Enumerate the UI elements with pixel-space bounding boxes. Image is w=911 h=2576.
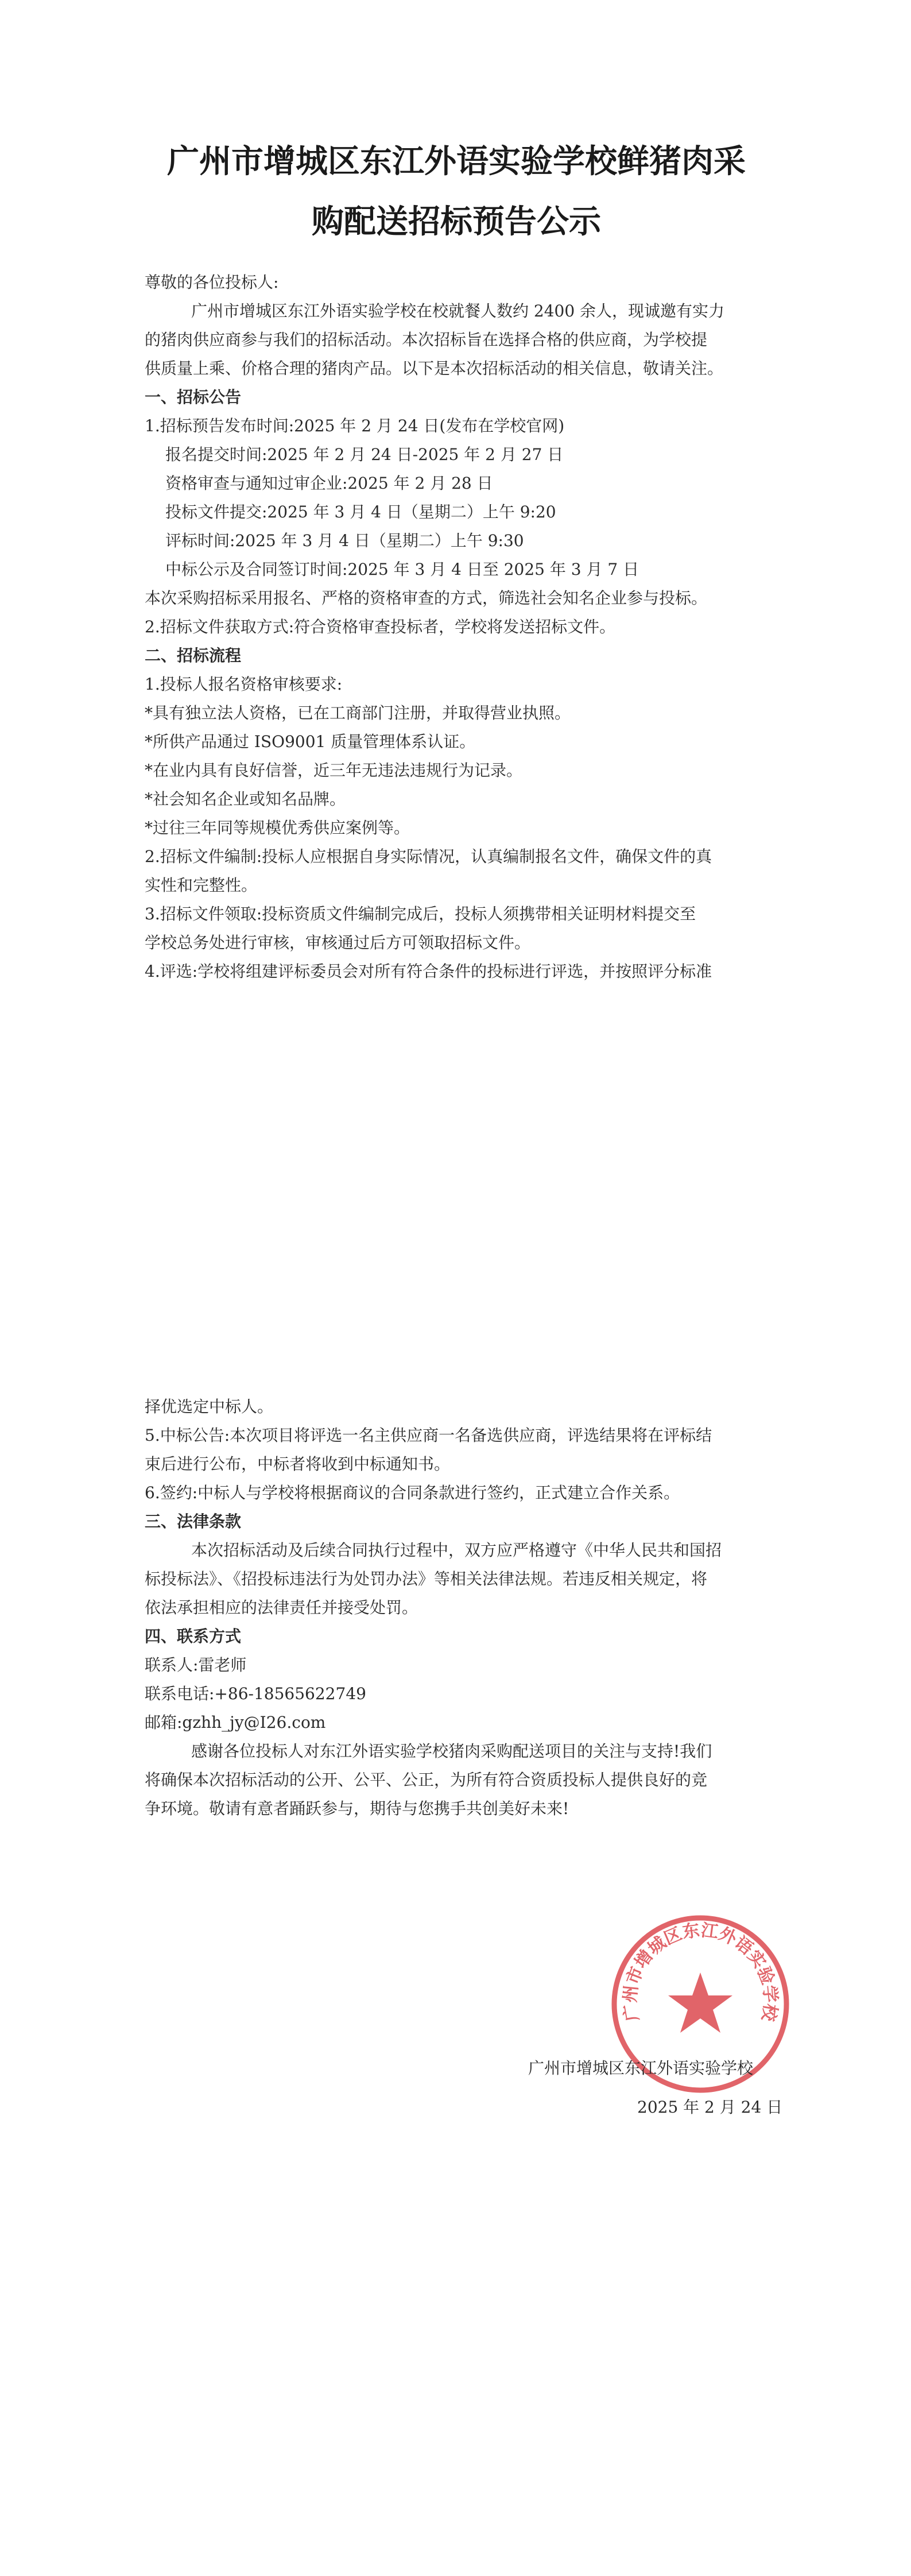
schedule-line: 中标公示及合同签订时间:2025 年 3 月 4 日至 2025 年 3 月 7 日 (165, 560, 639, 579)
closing-line: 争环境。敬请有意者踊跃参与，期待与您携手共创美好未来! (145, 1799, 569, 1818)
intro-line: 的猪肉供应商参与我们的招标活动。本次招标旨在选择合格的供应商，为学校提 (145, 330, 708, 349)
schedule-line: 资格审查与通知过审企业:2025 年 2 月 28 日 (165, 474, 493, 493)
process-item-2: 2.招标文件编制:投标人应根据自身实际情况，认真编制报名文件，确保文件的真 (145, 847, 712, 866)
closing-line: 感谢各位投标人对东江外语实验学校猪肉采购配送项目的关注与支持!我们 (191, 1742, 712, 1761)
requirement-line: *在业内具有良好信誉，近三年无违法违规行为记录。 (145, 761, 523, 780)
requirement-line: *社会知名企业或知名品牌。 (145, 790, 346, 809)
process-item-5: 5.中标公告:本次项目将评选一名主供应商一名备选供应商，评选结果将在评标结 (145, 1426, 712, 1445)
schedule-line: 投标文件提交:2025 年 3 月 4 日（星期二）上午 9:20 (165, 502, 556, 521)
process-item-6: 6.签约:中标人与学校将根据商议的合同条款进行签约，正式建立合作关系。 (145, 1483, 680, 1502)
requirement-line: *具有独立法人资格，已在工商部门注册，并取得营业执照。 (145, 703, 571, 722)
intro-line: 供质量上乘、价格合理的猪肉产品。以下是本次招标活动的相关信息，敬请关注。 (145, 359, 724, 378)
seal-text: 广州市增城区东江外语实验学校 (620, 1920, 781, 2023)
process-item-3-cont: 学校总务处进行审核，审核通过后方可领取招标文件。 (145, 933, 531, 952)
greeting: 尊敬的各位投标人: (145, 273, 279, 292)
signature-date: 2025 年 2 月 24 日 (637, 2098, 783, 2117)
process-item-2-cont: 实性和完整性。 (145, 876, 258, 895)
legal-line: 本次招标活动及后续合同执行过程中，双方应严格遵守《中华人民共和国招 (191, 1541, 722, 1560)
process-item-1: 1.投标人报名资格审核要求: (145, 675, 343, 694)
section2-heading: 二、招标流程 (145, 646, 242, 665)
closing-line: 将确保本次招标活动的公开、公平、公正，为所有符合资质投标人提供良好的竞 (145, 1770, 708, 1789)
document-title-line2: 购配送招标预告公示 (312, 203, 601, 241)
requirement-line: *过往三年同等规模优秀供应案例等。 (145, 818, 410, 837)
process-item-4: 4.评选:学校将组建评标委员会对所有符合条件的投标进行评选，并按照评分标准 (145, 962, 712, 981)
process-item-5-cont: 束后进行公布，中标者将收到中标通知书。 (145, 1455, 451, 1473)
section1-heading: 一、招标公告 (145, 388, 242, 407)
contact-phone: 联系电话:+86-18565622749 (145, 1684, 366, 1703)
requirement-line: *所供产品通过 ISO9001 质量管理体系认证。 (145, 732, 476, 751)
announcement-item-2: 2.招标文件获取方式:符合资格审查投标者，学校将发送招标文件。 (145, 617, 616, 636)
legal-line: 标投标法》、《招投标违法行为处罚办法》等相关法律法规。若违反相关规定，将 (145, 1569, 708, 1588)
signature-org: 广州市增城区东江外语实验学校 (528, 2059, 754, 2078)
legal-line: 依法承担相应的法律责任并接受处罚。 (145, 1598, 418, 1617)
star-icon (668, 1972, 732, 2033)
section4-heading: 四、联系方式 (145, 1627, 242, 1646)
schedule-line: 评标时间:2025 年 3 月 4 日（星期二）上午 9:30 (165, 531, 524, 550)
section3-heading: 三、法律条款 (145, 1512, 242, 1531)
intro-line: 广州市增城区东江外语实验学校在校就餐人数约 2400 余人，现诚邀有实力 (191, 301, 725, 320)
document-title-line1: 广州市增城区东江外语实验学校鲜猪肉采 (167, 142, 746, 180)
process-item-3: 3.招标文件领取:投标资质文件编制完成后，投标人须携带相关证明材料提交至 (145, 904, 696, 923)
announcement-item-1: 1.招标预告发布时间:2025 年 2 月 24 日(发布在学校官网) (145, 416, 565, 435)
contact-email: 邮箱:gzhh_jy@I26.com (145, 1713, 326, 1732)
schedule-line: 报名提交时间:2025 年 2 月 24 日-2025 年 2 月 27 日 (165, 445, 564, 464)
process-item-4-cont: 择优选定中标人。 (145, 1397, 274, 1416)
contact-person: 联系人:雷老师 (145, 1656, 247, 1674)
procurement-method: 本次采购招标采用报名、严格的资格审查的方式，筛选社会知名企业参与投标。 (145, 589, 708, 608)
